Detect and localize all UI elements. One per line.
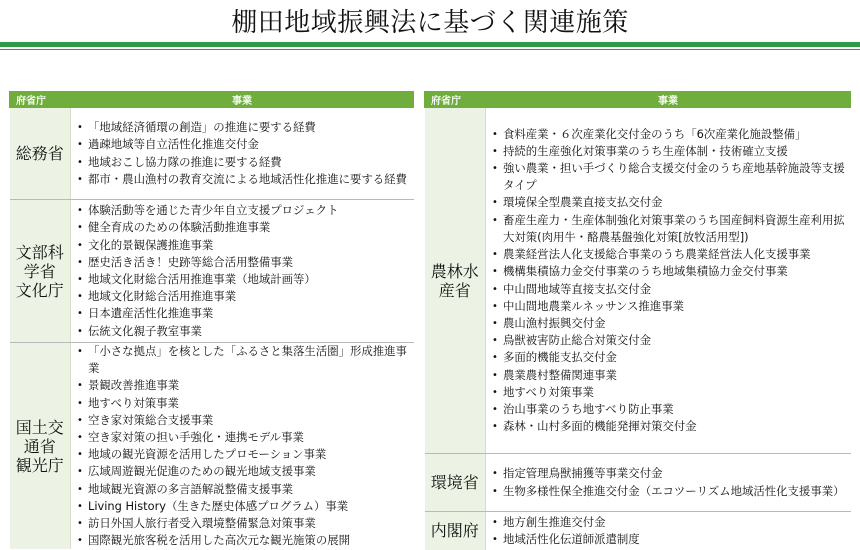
agency-name-line: 文部科 xyxy=(15,242,64,262)
list-item: • 環境保全型農業直接支払交付金 xyxy=(486,194,851,211)
item-list-cell xyxy=(71,200,414,343)
agency-row xyxy=(10,108,414,200)
agency-name: 環境省 xyxy=(425,454,486,512)
agency-name xyxy=(10,200,71,343)
list-item: • 景観改善推進事業 xyxy=(71,377,414,394)
list-item: • 地域の観光資源を活用したプロモーション事業 xyxy=(71,446,414,463)
list-item: • 地すべり対策事業 xyxy=(71,395,414,412)
list-item: • 「小さな拠点」を核とした「ふるさと集落生活圏」形成推進事業 xyxy=(71,343,414,377)
list-item: • 農山漁村振興交付金 xyxy=(486,315,851,332)
agency-name-line: 学省 xyxy=(23,261,56,281)
agency-name-line: 産省 xyxy=(438,280,471,300)
list-item: • 日本遺産活性化推進事業 xyxy=(71,305,414,322)
list-item: • 過疎地域等自立活性化推進交付金 xyxy=(71,136,414,153)
list-item: • 地すべり対策事業 xyxy=(486,384,851,401)
item-list xyxy=(71,202,414,340)
list-item: • 強い農業・担い手づくり総合支援交付金のうち産地基幹施設等支援タイプ xyxy=(486,160,851,194)
list-item: • 「地域経済循環の創造」の推進に要する経費 xyxy=(71,119,414,136)
agency-name xyxy=(425,108,486,454)
list-item: • 歴史活き活き！史跡等総合活用整備事業 xyxy=(71,254,414,271)
header-agency: 府省庁 xyxy=(10,92,71,108)
list-item: • 森林・山村多面的機能発揮対策交付金 xyxy=(486,418,851,435)
list-item: • 文化的景観保護推進事業 xyxy=(71,237,414,254)
list-item: • 指定管理鳥獣捕獲等事業交付金 xyxy=(486,465,851,482)
list-item: • 訪日外国人旅行者受入環境整備緊急対策事業 xyxy=(71,515,414,532)
title-underline xyxy=(0,42,860,47)
item-list-cell xyxy=(486,108,851,454)
agency-name-line: 農林水 xyxy=(430,261,479,281)
agency-row xyxy=(425,512,851,550)
list-item: • 多面的機能支払交付金 xyxy=(486,349,851,366)
agency-name-line: 国土交 xyxy=(15,417,64,437)
list-item: • 都市・農山漁村の教育交流による地域活性化推進に要する経費 xyxy=(71,171,414,188)
list-item: • 食料産業・６次産業化交付金のうち「6次産業化施設整備」 xyxy=(486,126,851,143)
list-item: • 地方創生推進交付金 xyxy=(486,514,851,531)
header-agency: 府省庁 xyxy=(425,92,486,108)
agency-name: 内閣府 xyxy=(425,512,486,550)
list-item: • 体験活動等を通じた青少年自立支援プロジェクト xyxy=(71,202,414,219)
left-table-header xyxy=(10,92,414,108)
item-list xyxy=(486,126,851,436)
item-list-cell xyxy=(71,108,414,200)
item-list xyxy=(486,465,851,499)
list-item: • 農業農村整備関連事業 xyxy=(486,367,851,384)
agency-name-line: 通省 xyxy=(23,436,56,456)
agency-row xyxy=(425,454,851,512)
list-item: • 地域活性化伝道師派遣制度 xyxy=(486,531,851,548)
list-item: • 畜産生産力・生産体制強化対策事業のうち国産飼料資源生産利用拡大対策(肉用牛・酪農基盤強化対策[放牧活用型]) xyxy=(486,212,851,246)
list-item: • 広域周遊観光促進のための観光地域支援事業 xyxy=(71,463,414,480)
agency-name: 総務省 xyxy=(10,108,71,200)
list-item: • 生物多様性保全推進交付金（エコツーリズム地域活性化支援事業） xyxy=(486,483,851,500)
agency-row xyxy=(425,108,851,454)
list-item: • 空き家対策の担い手強化・連携モデル事業 xyxy=(71,429,414,446)
item-list xyxy=(486,514,851,548)
item-list xyxy=(71,343,414,549)
left-table xyxy=(9,91,414,549)
list-item: • 地域おこし協力隊の推進に要する経費 xyxy=(71,154,414,171)
header-items: 事業 xyxy=(71,92,414,108)
list-item: • 空き家対策総合支援事業 xyxy=(71,412,414,429)
agency-name-line: 文化庁 xyxy=(15,280,64,300)
list-item: • 地域文化財総合活用推進事業（地域計画等） xyxy=(71,271,414,288)
list-item: • 鳥獣被害防止総合対策交付金 xyxy=(486,332,851,349)
agency-row xyxy=(10,343,414,550)
list-item: • 伝統文化親子教室事業 xyxy=(71,323,414,340)
list-item: • 地域文化財総合活用推進事業 xyxy=(71,288,414,305)
agency-name-line: 観光庁 xyxy=(15,455,64,475)
right-table xyxy=(424,91,851,550)
list-item: • 地域観光資源の多言語解説整備支援事業 xyxy=(71,481,414,498)
list-item: • Living History（生きた歴史体感プログラム）事業 xyxy=(71,498,414,515)
item-list-cell xyxy=(486,454,851,512)
list-item: • 農業経営法人化支援総合事業のうち農業経営法人化支援事業 xyxy=(486,246,851,263)
agency-name xyxy=(10,343,71,550)
title-underline-thin xyxy=(0,49,860,50)
list-item: • 中山間地域等直接支払交付金 xyxy=(486,281,851,298)
item-list xyxy=(71,119,414,188)
list-item: • 中山間地農業ルネッサンス推進事業 xyxy=(486,298,851,315)
agency-row xyxy=(10,200,414,343)
list-item: • 機構集積協力金交付事業のうち地域集積協力金交付事業 xyxy=(486,263,851,280)
page-title: 棚田地域振興法に基づく関連施策 xyxy=(231,8,629,38)
right-table-header xyxy=(425,92,851,108)
header-items: 事業 xyxy=(486,92,851,108)
list-item: • 治山事業のうち地すべり防止事業 xyxy=(486,401,851,418)
list-item: • 国際観光旅客税を活用した高次元な観光施策の展開 xyxy=(71,532,414,549)
list-item: • 持続的生産強化対策事業のうち生産体制・技術確立支援 xyxy=(486,143,851,160)
item-list-cell xyxy=(486,512,851,550)
item-list-cell xyxy=(71,343,414,550)
list-item: • 健全育成のための体験活動推進事業 xyxy=(71,219,414,236)
